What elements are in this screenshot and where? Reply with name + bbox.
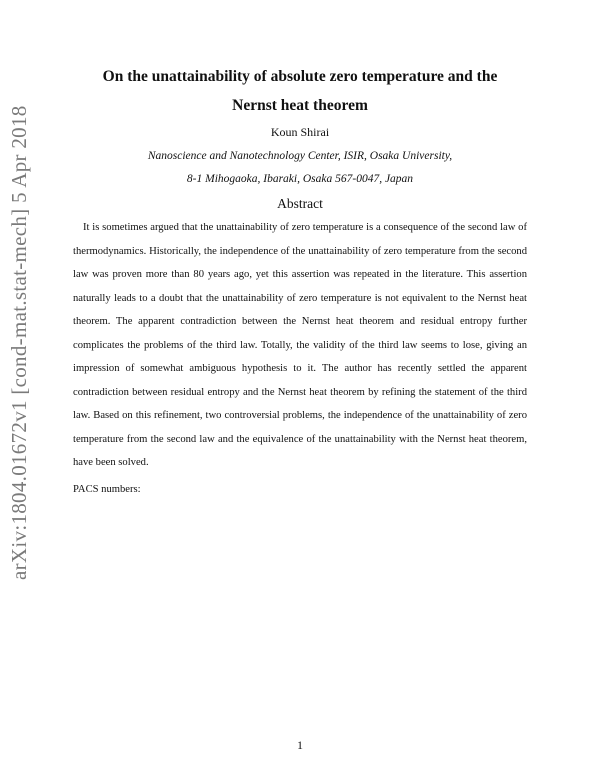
paper-title xyxy=(60,62,540,120)
pacs-numbers-label: PACS numbers: xyxy=(73,484,141,495)
title-line-1: On the unattainability of absolute zero temperature and the xyxy=(102,68,498,85)
abstract-text: It is sometimes argued that the unattainability of zero temperature is a consequence of the second law of thermodynamics. Historically, the independence of the unattainability of zero temperature from the second law was proven more than 80 years ago, yet this assertion was repeated in the literature. This assertion naturally leads to a doubt that the unattainability of zero temperature is not equivalent to the Nernst heat theorem. The apparent contradiction between the Nernst heat theorem and residual entropy further complicates the problems of the third law. Totally, the validity of the third law seems to lose, giving an impression of somewhat ambiguous hypothesis to it. The author has recently settled the apparent contradiction between residual entropy and the Nernst heat theorem by refining the statement of the third law. Based on this refinement, two controversial problems, the independence of the unattainability of zero temperature from the second law and the equivalence of the unattainability with the Nernst heat theorem, have been solved. xyxy=(73,222,527,468)
affiliation-line-2: 8-1 Mihogaoka, Ibaraki, Osaka 567-0047, Japan xyxy=(186,173,414,185)
arxiv-identifier-stamp[interactable]: arXiv:1804.01672v1 [cond-mat.stat-mech] 5 Apr 2018 xyxy=(7,105,31,580)
abstract-heading: Abstract xyxy=(277,196,323,211)
page-number: 1 xyxy=(297,738,303,752)
affiliation-line-1: Nanoscience and Nanotechnology Center, ISIR, Osaka University, xyxy=(147,150,453,162)
author-name: Koun Shirai xyxy=(270,125,330,139)
title-line-2: Nernst heat theorem xyxy=(232,97,368,114)
